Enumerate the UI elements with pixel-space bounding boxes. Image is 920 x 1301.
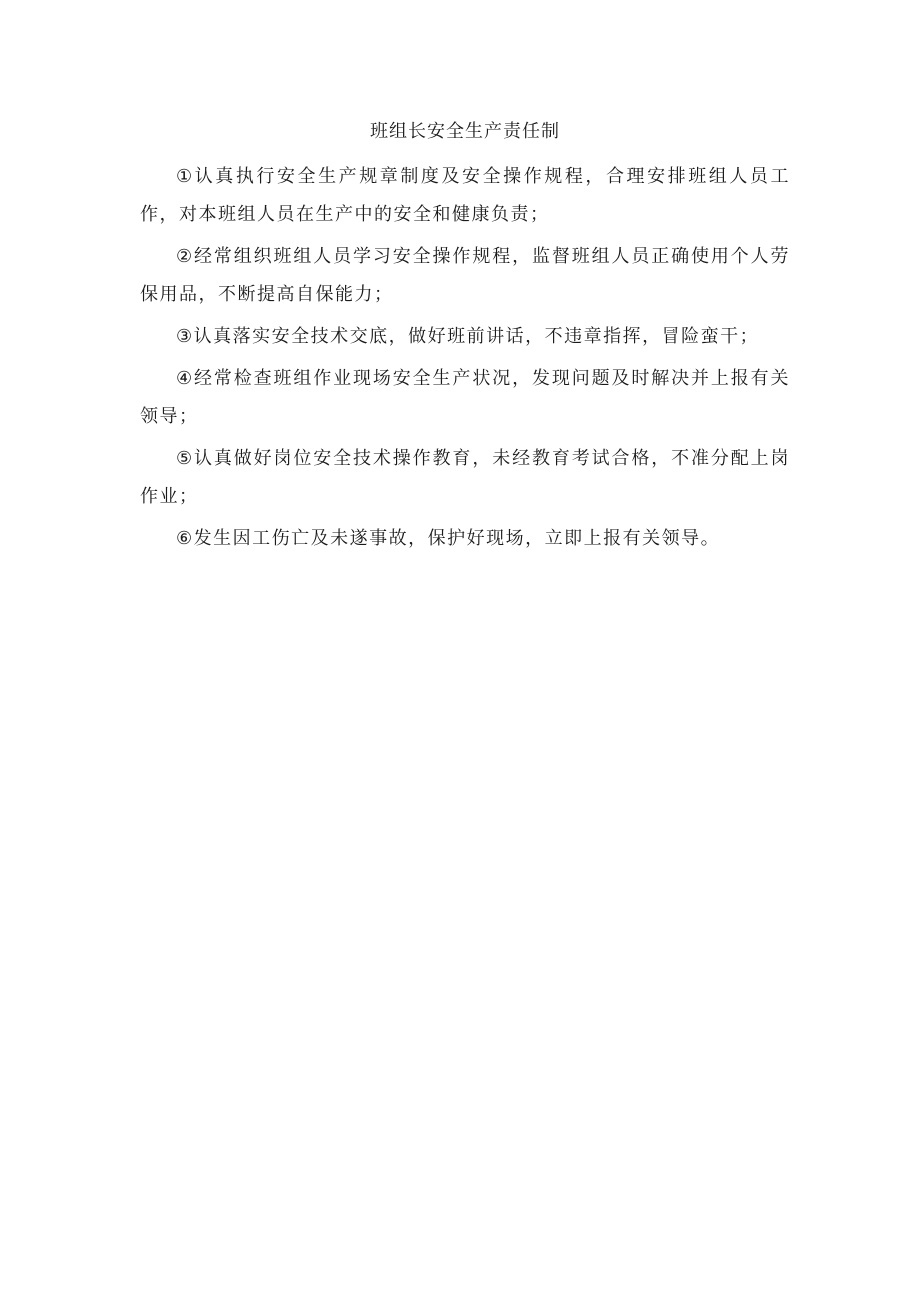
clause-6: ⑥发生因工伤亡及未遂事故，保护好现场，立即上报有关领导。 (176, 528, 721, 549)
clause-1: ①认真执行安全生产规章制度及安全操作规程，合理安排班组人员工作，对本班组人员在生产中的安全和健康负责； (140, 166, 790, 225)
clause-3: ③认真落实安全技术交底，做好班前讲话，不违章指挥，冒险蛮干； (176, 326, 760, 347)
clause-2: ②经常组织班组人员学习安全操作规程，监督班组人员正确使用个人劳保用品，不断提高自保能力； (140, 246, 790, 305)
document-body (140, 116, 790, 562)
document-title: 班组长安全生产责任制 (370, 121, 560, 142)
clause-5: ⑤认真做好岗位安全技术操作教育，未经教育考试合格，不准分配上岗作业； (140, 448, 790, 507)
clause-4: ④经常检查班组作业现场安全生产状况，发现问题及时解决并上报有关领导； (140, 368, 790, 427)
